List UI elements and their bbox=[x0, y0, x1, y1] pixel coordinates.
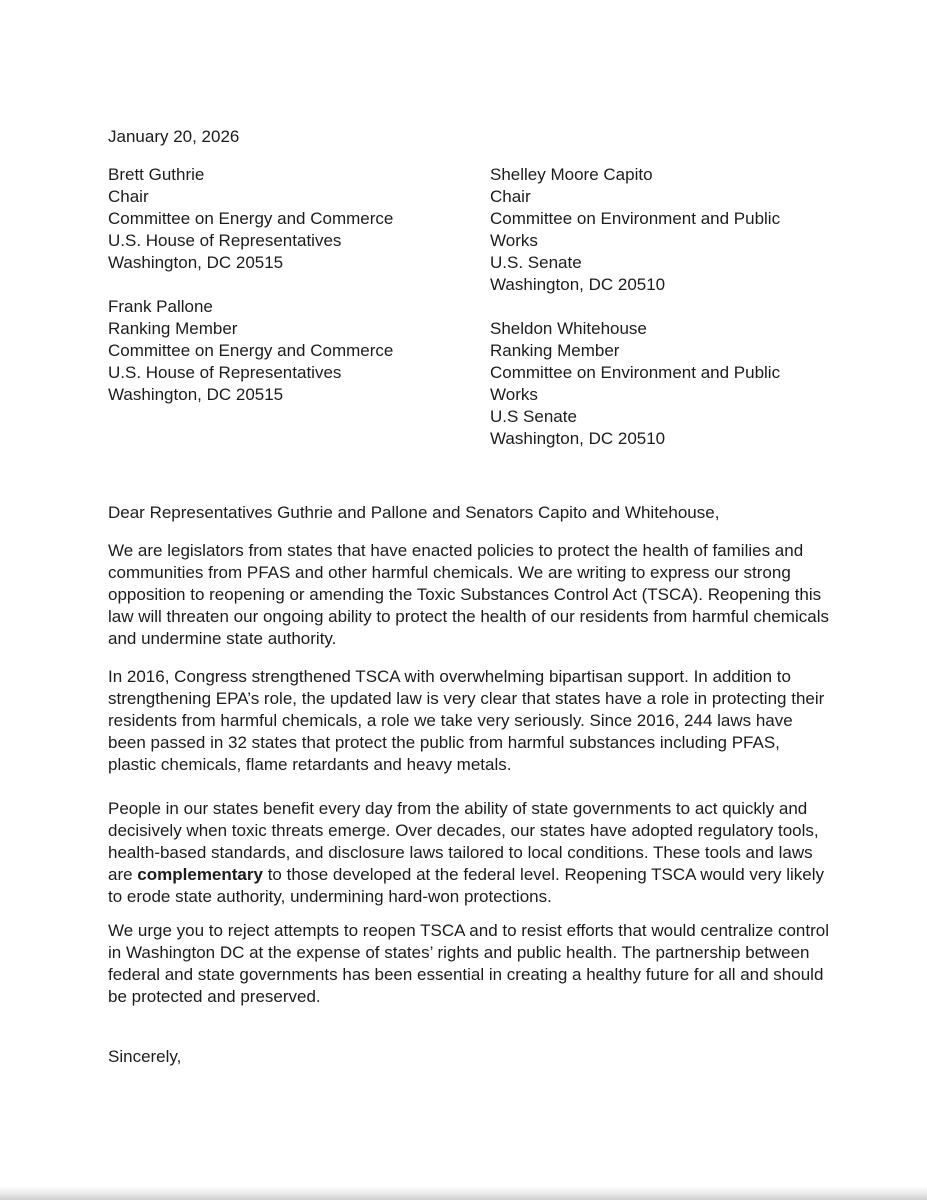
recipient-block-senate-ranking bbox=[490, 318, 780, 450]
recipient-committee: Committee on Energy and Commerce bbox=[108, 341, 394, 360]
paragraph-line: be protected and preserved. bbox=[108, 987, 321, 1006]
recipient-title: Ranking Member bbox=[108, 319, 238, 338]
paragraph-line: been passed in 32 states that protect the public from harmful substances including PFAS, bbox=[108, 733, 780, 752]
paragraph-line: opposition to reopening or amending the Toxic Substances Control Act (TSCA). Reopening this bbox=[108, 585, 822, 604]
paragraph-line: residents from harmful chemicals, a role we take very seriously. Since 2016, 244 laws have bbox=[108, 711, 793, 730]
paragraph-line: in Washington DC at the expense of states’ rights and public health. The partnership between bbox=[108, 943, 810, 962]
paragraph-2 bbox=[108, 666, 828, 776]
recipient-name: Frank Pallone bbox=[108, 297, 213, 316]
paragraph-line: law will threaten our ongoing ability to protect the health of our residents from harmful chemicals bbox=[108, 607, 829, 626]
paragraph-line: health-based standards, and disclosure laws tailored to local conditions. These tools and laws bbox=[108, 843, 813, 862]
paragraph-line: communities from PFAS and other harmful chemicals. We are writing to express our strong bbox=[108, 563, 791, 582]
recipient-body: U.S. Senate bbox=[490, 253, 582, 272]
paragraph-line-with-emphasis bbox=[108, 864, 828, 886]
letter-date: January 20, 2026 bbox=[108, 127, 240, 146]
recipient-body: U.S. House of Representatives bbox=[108, 363, 342, 382]
paragraph-line: In 2016, Congress strengthened TSCA with overwhelming bipartisan support. In addition to bbox=[108, 667, 791, 686]
paragraph-line: strengthening EPA’s role, the updated law is very clear that states have a role in protecting their bbox=[108, 689, 825, 708]
paragraph-4 bbox=[108, 920, 828, 1008]
paragraph-line: decisively when toxic threats emerge. Over decades, our states have adopted regulatory tools, bbox=[108, 821, 819, 840]
paragraph-3 bbox=[108, 798, 828, 908]
recipient-committee: Committee on Energy and Commerce bbox=[108, 209, 394, 228]
paragraph-line: federal and state governments has been essential in creating a healthy future for all and should bbox=[108, 965, 824, 984]
closing: Sincerely, bbox=[108, 1047, 182, 1066]
recipient-address: Washington, DC 20515 bbox=[108, 253, 284, 272]
line-text: to those developed at the federal level. Reopening TSCA would very likely bbox=[262, 865, 824, 884]
recipient-committee: Committee on Environment and Public bbox=[490, 209, 781, 228]
recipient-address: Washington, DC 20515 bbox=[108, 385, 284, 404]
line-text: are bbox=[108, 865, 138, 884]
paragraph-line: and undermine state authority. bbox=[108, 629, 337, 648]
page-edge-shadow bbox=[0, 1186, 927, 1200]
paragraph-line: We are legislators from states that have enacted policies to protect the health of families and bbox=[108, 541, 804, 560]
recipient-name: Brett Guthrie bbox=[108, 165, 205, 184]
recipient-address: Washington, DC 20510 bbox=[490, 275, 666, 294]
paragraph-line: to erode state authority, undermining hard-won protections. bbox=[108, 887, 552, 906]
recipient-address: Washington, DC 20510 bbox=[490, 429, 666, 448]
recipient-name: Shelley Moore Capito bbox=[490, 165, 653, 184]
recipient-title: Chair bbox=[108, 187, 149, 206]
recipient-block-house-chair bbox=[108, 164, 393, 274]
paragraph-1 bbox=[108, 540, 828, 650]
recipient-committee-cont: Works bbox=[490, 385, 538, 404]
recipient-body: U.S Senate bbox=[490, 407, 577, 426]
paragraph-line: plastic chemicals, flame retardants and heavy metals. bbox=[108, 755, 512, 774]
paragraph-line: We urge you to reject attempts to reopen TSCA and to resist efforts that would centralize control bbox=[108, 921, 829, 940]
recipient-title: Chair bbox=[490, 187, 531, 206]
paragraph-line: People in our states benefit every day from the ability of state governments to act quickly and bbox=[108, 799, 808, 818]
recipient-committee-cont: Works bbox=[490, 231, 538, 250]
recipient-block-house-ranking bbox=[108, 296, 393, 406]
recipient-committee: Committee on Environment and Public bbox=[490, 363, 781, 382]
emphasis-text: complementary bbox=[137, 865, 263, 884]
recipient-block-senate-chair bbox=[490, 164, 780, 296]
recipient-body: U.S. House of Representatives bbox=[108, 231, 342, 250]
recipient-title: Ranking Member bbox=[490, 341, 620, 360]
recipient-name: Sheldon Whitehouse bbox=[490, 319, 647, 338]
salutation: Dear Representatives Guthrie and Pallone and Senators Capito and Whitehouse, bbox=[108, 503, 720, 522]
